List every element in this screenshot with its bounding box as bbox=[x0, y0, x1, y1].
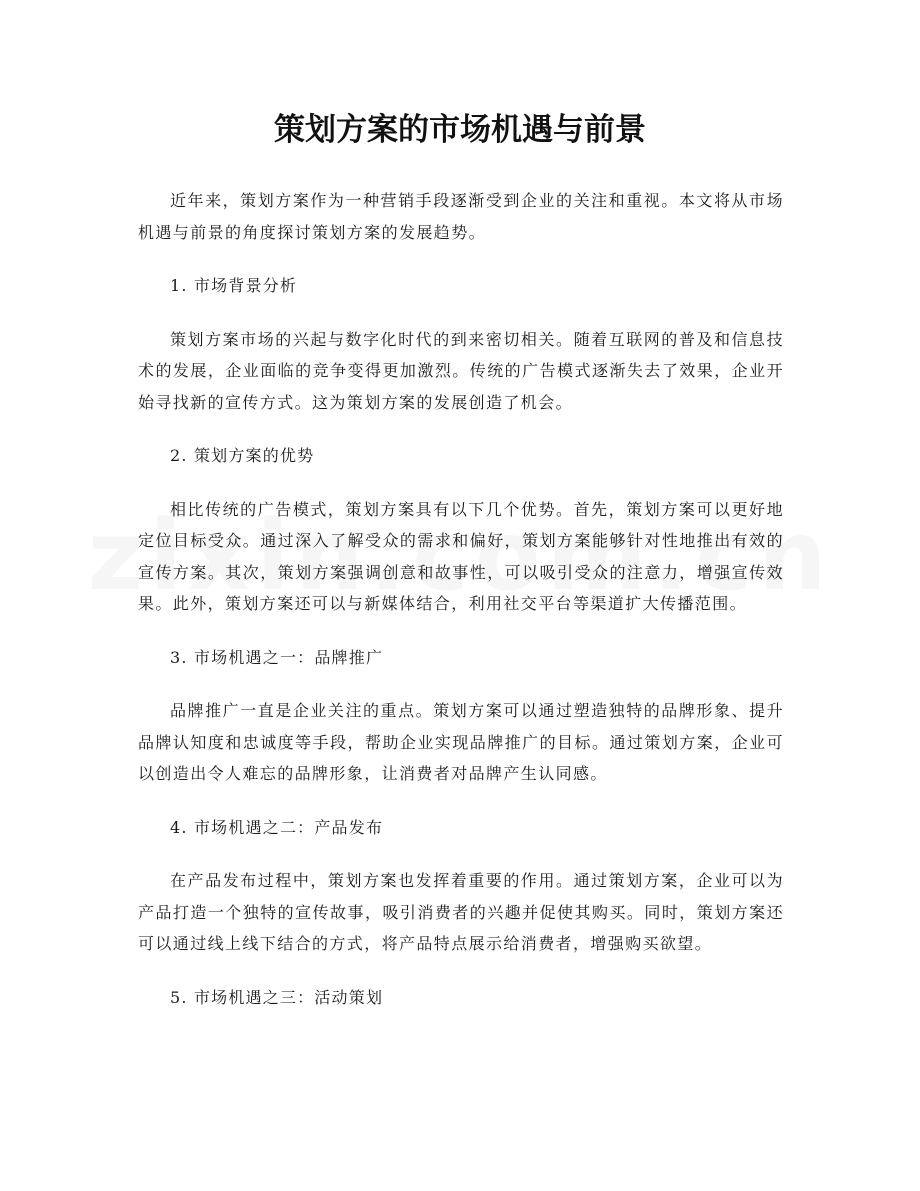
section-heading: 4. 市场机遇之二：产品发布 bbox=[170, 817, 384, 837]
document-body bbox=[138, 185, 784, 1035]
body-paragraph: 在产品发布过程中，策划方案也发挥着重要的作用。通过策划方案，企业可以为产品打造一个独特的宣传故事，吸引消费者的兴趣并促使其购买。同时，策划方案还可以通过线上线下结合的方式，将产品特点展示给消费者，增强购买欲望。 bbox=[138, 871, 784, 953]
section-heading: 3. 市场机遇之一：品牌推广 bbox=[170, 647, 384, 667]
section-heading: 5. 市场机遇之三：活动策划 bbox=[170, 987, 384, 1007]
body-paragraph: 策划方案市场的兴起与数字化时代的到来密切相关。随着互联网的普及和信息技术的发展，企业面临的竞争变得更加激烈。传统的广告模式逐渐失去了效果，企业开始寻找新的宣传方式。这为策划方案的发展创造了机会。 bbox=[138, 329, 784, 412]
document-title: 策划方案的市场机遇与前景 bbox=[274, 112, 646, 148]
section-heading: 1. 市场背景分析 bbox=[170, 276, 298, 295]
body-paragraph: 相比传统的广告模式，策划方案具有以下几个优势。首先，策划方案可以更好地定位目标受众。通过深入了解受众的需求和偏好，策划方案能够针对性地推出有效的宣传方案。其次，策划方案强调创意和故事性，可以吸引受众的注意力，增强宣传效果。此外，策划方案还可以与新媒体结合，利用社交平台等渠道扩大传播范围。 bbox=[138, 499, 784, 613]
body-paragraph: 近年来，策划方案作为一种营销手段逐渐受到企业的关注和重视。本文将从市场机遇与前景的角度探讨策划方案的发展趋势。 bbox=[138, 191, 784, 242]
body-paragraph: 品牌推广一直是企业关注的重点。策划方案可以通过塑造独特的品牌形象、提升品牌认知度和忠诚度等手段，帮助企业实现品牌推广的目标。通过策划方案，企业可以创造出令人难忘的品牌形象，让消费者对品牌产生认同感。 bbox=[138, 701, 784, 783]
section-heading: 2. 策划方案的优势 bbox=[170, 446, 315, 465]
